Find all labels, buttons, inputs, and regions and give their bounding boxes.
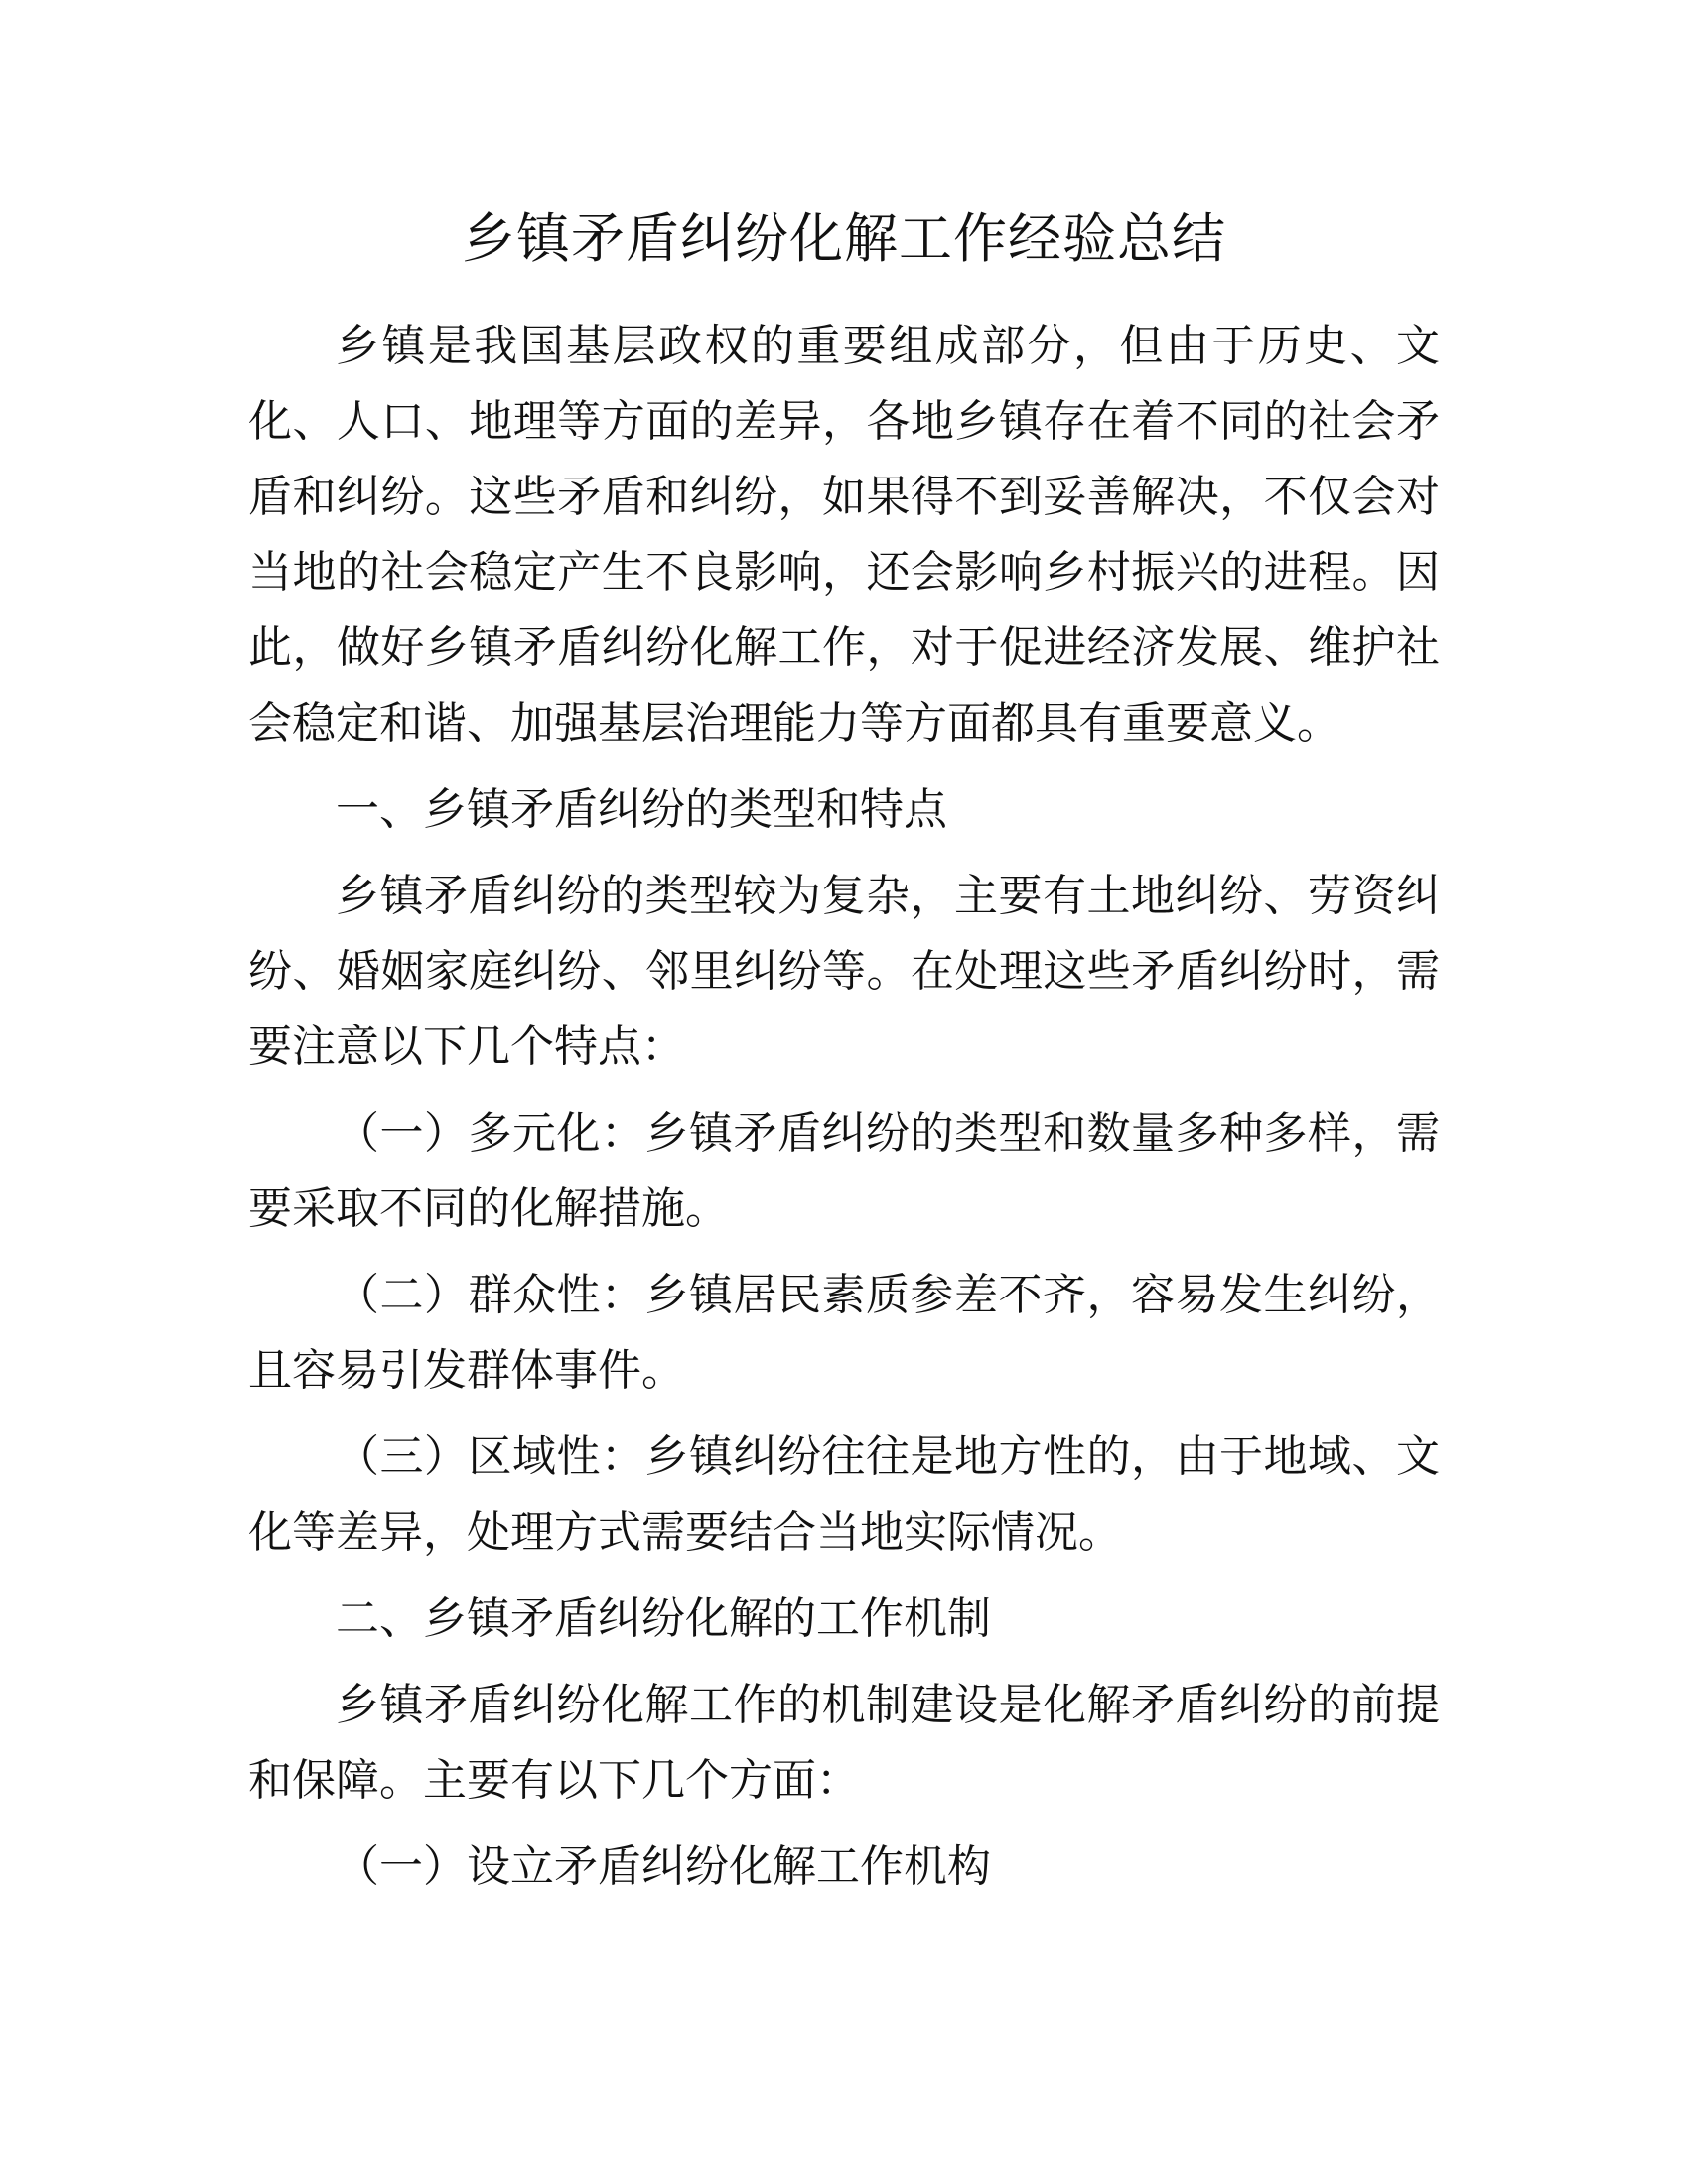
section-2-paragraph: 乡镇矛盾纠纷化解工作的机制建设是化解矛盾纠纷的前提和保障。主要有以下几个方面：	[248, 1680, 1440, 1806]
document-title: 乡镇矛盾纠纷化解工作经验总结	[462, 207, 1226, 270]
section-1-item-3: （三）区域性：乡镇纠纷往往是地方性的，由于地域、文化等差异，处理方式需要结合当地实际情况。	[248, 1432, 1440, 1558]
section-2-item-1: （一）设立矛盾纠纷化解工作机构	[336, 1842, 991, 1892]
section-1-item-2: （二）群众性：乡镇居民素质参差不齐，容易发生纠纷，且容易引发群体事件。	[248, 1270, 1440, 1396]
section-heading-2: 二、乡镇矛盾纠纷化解的工作机制	[336, 1593, 991, 1644]
section-heading-1: 一、乡镇矛盾纠纷的类型和特点	[336, 784, 947, 835]
section-1-paragraph: 乡镇矛盾纠纷的类型较为复杂，主要有土地纠纷、劳资纠纷、婚姻家庭纠纷、邻里纠纷等。在处理这些矛盾纠纷时，需要注意以下几个特点：	[248, 871, 1440, 1072]
section-1-item-1: （一）多元化：乡镇矛盾纠纷的类型和数量多种多样，需要采取不同的化解措施。	[248, 1108, 1440, 1234]
document-body	[248, 195, 1440, 1916]
intro-paragraph: 乡镇是我国基层政权的重要组成部分，但由于历史、文化、人口、地理等方面的差异，各地乡镇存在着不同的社会矛盾和纠纷。这些矛盾和纠纷，如果得不到妥善解决，不仅会对当地的社会稳定产生不良影响，还会影响乡村振兴的进程。因此，做好乡镇矛盾纠纷化解工作，对于促进经济发展、维护社会稳定和谐、加强基层治理能力等方面都具有重要意义。	[248, 321, 1440, 749]
